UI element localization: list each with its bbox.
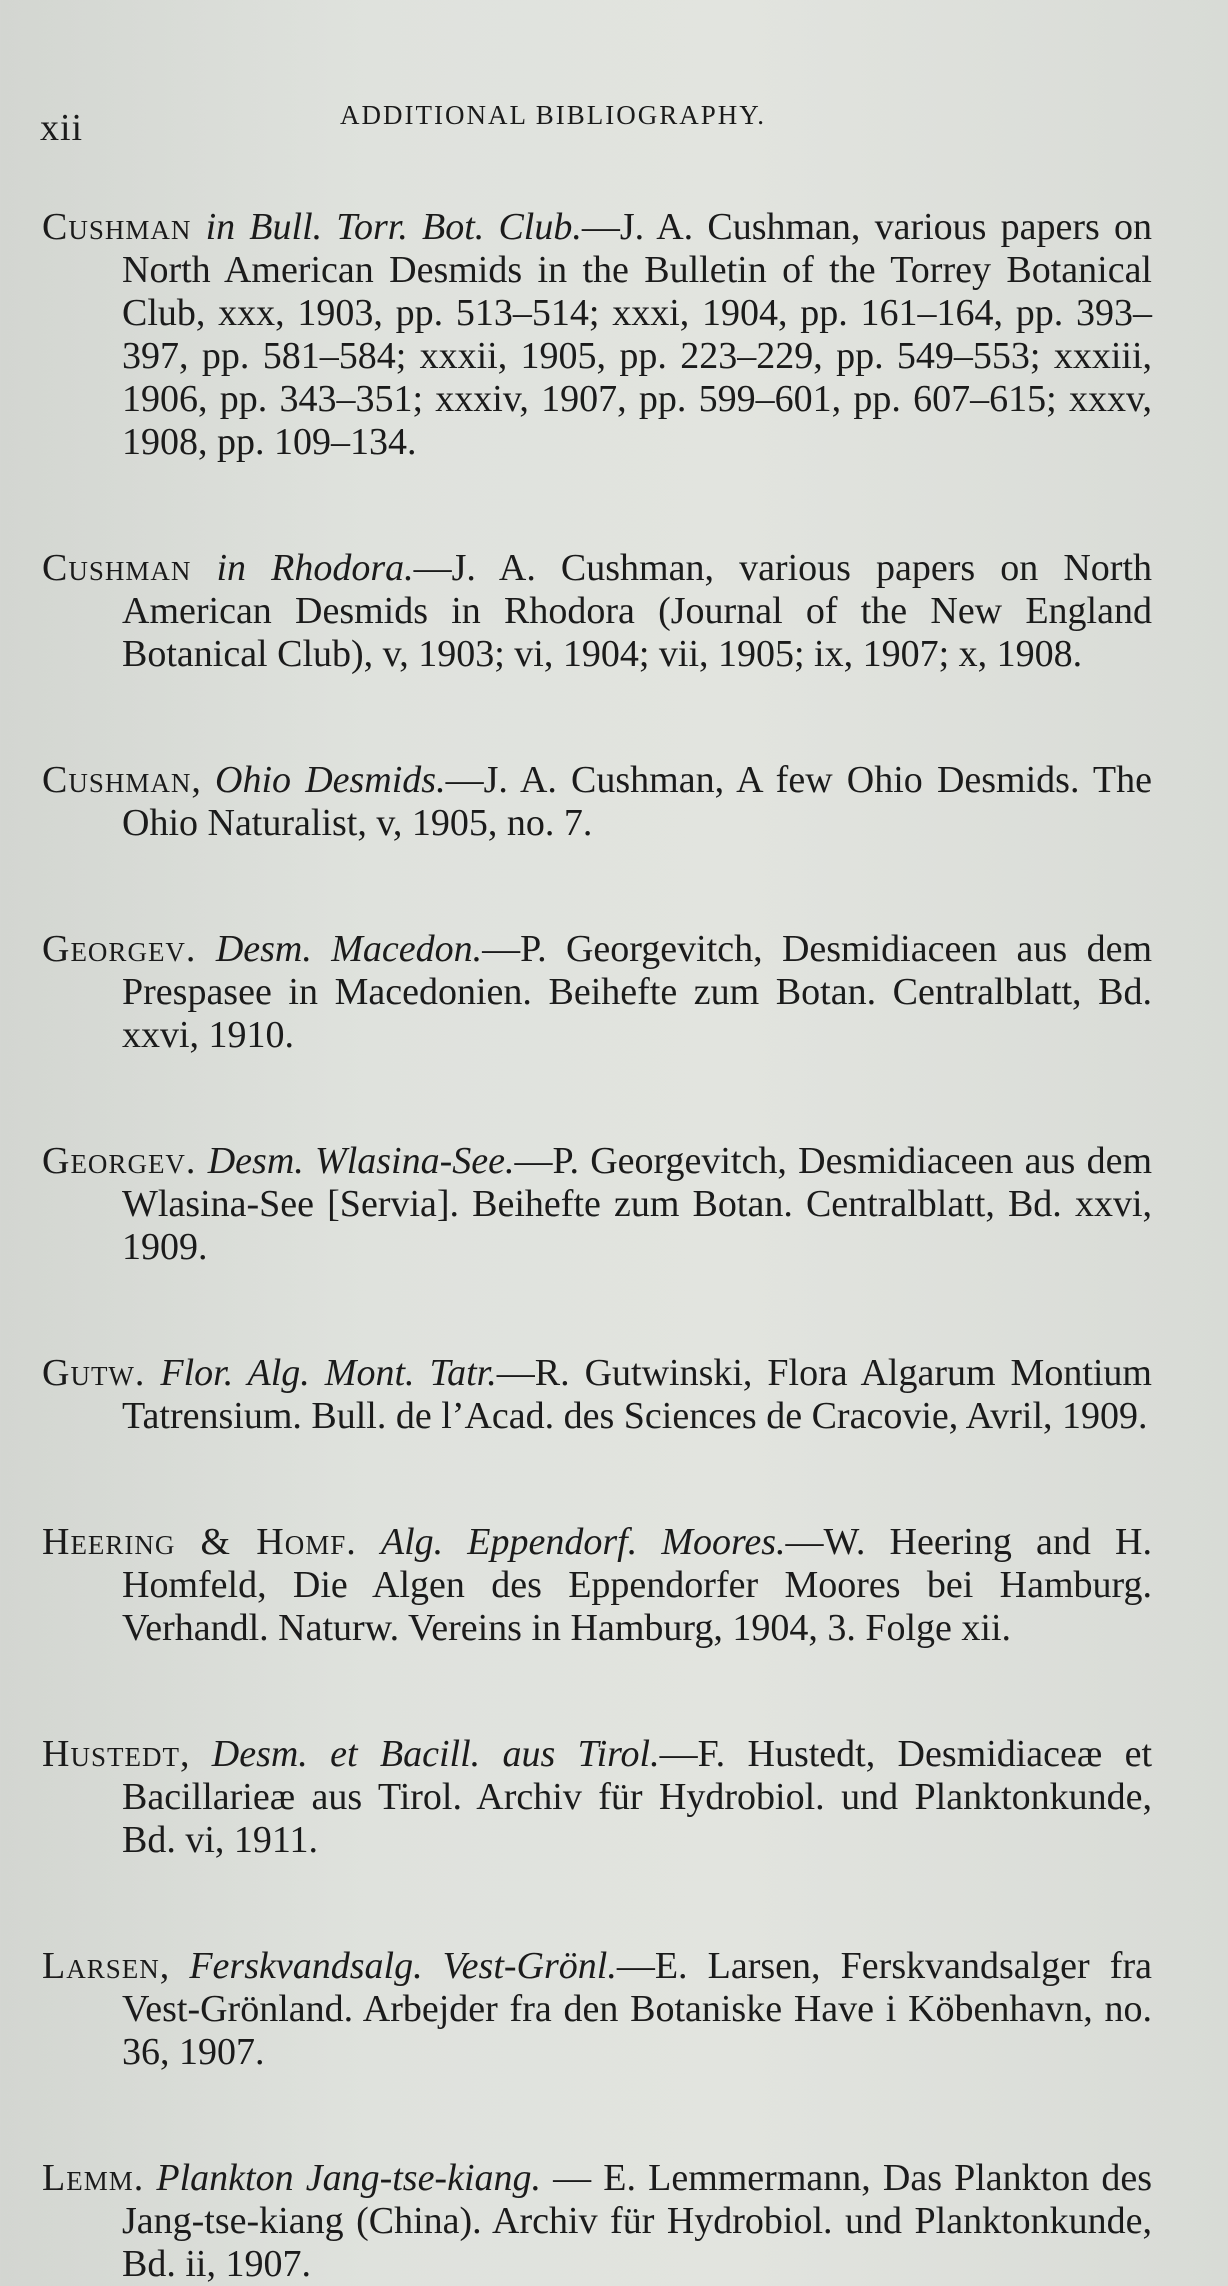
entry-author: Cushman — [42, 759, 192, 801]
bibliography-entry — [42, 2157, 1152, 2286]
entry-text: —E. Larsen, Ferskvandsalger fra Vest-Grönland. Arbejder fra den Botaniske Have i Köbenhavn, no. 36, 1907. — [122, 1945, 1152, 2073]
bibliography-entry — [42, 206, 1152, 464]
entry-author: Hustedt — [42, 1733, 180, 1775]
entry-author: Lemm. — [42, 2157, 145, 2199]
bibliography-entry — [42, 1140, 1152, 1269]
bibliography-entry — [42, 1521, 1152, 1650]
entry-abbreviation: Plankton Jang-tse-kiang. — [156, 2157, 542, 2199]
entry-abbreviation: Alg. Eppendorf. Moores. — [380, 1521, 786, 1563]
entry-author: Heering & Homf. — [42, 1521, 357, 1563]
entry-abbreviation: Flor. Alg. Mont. Tatr. — [160, 1352, 497, 1394]
entry-separator — [145, 1352, 160, 1394]
entry-author: Larsen — [42, 1945, 160, 1987]
entry-text: —F. Hustedt, Desmidiaceæ et Bacillarieæ aus Tirol. Archiv für Hydrobiol. und Planktonkunde, Bd. vi, 1911. — [122, 1733, 1152, 1861]
entry-author: Gutw. — [42, 1352, 146, 1394]
entry-text: —P. Georgevitch, Desmidiaceen aus dem Wlasina-See [Servia]. Beihefte zum Botan. Centralblatt, Bd. xxvi, 1909. — [122, 1140, 1153, 1268]
entry-text: —J. A. Cushman, A few Ohio Desmids. The Ohio Naturalist, v, 1905, no. 7. — [122, 759, 1153, 844]
entry-separator — [191, 206, 205, 248]
entry-abbreviation: Desm. et Bacill. aus Tirol. — [211, 1733, 660, 1775]
entry-abbreviation: Ohio Desmids. — [215, 759, 446, 801]
page-number: xii — [40, 107, 84, 149]
entry-text: —J. A. Cushman, various papers on North American Desmids in the Bulletin of the Torrey Botanical Club, xxx, 1903, pp. 513–514; xxxi, 1904, pp. 161–164, pp. 393–397, pp. 581–584; xxxii, 1905, pp. 223–229, pp. 549–553; xxxiii, 1906, pp. 343–351; xxxiv, 1907, pp. 599–601, pp. 607–615; xxxv, 1908, pp. 109–134. — [122, 206, 1152, 463]
entry-abbreviation: Desm. Macedon. — [215, 928, 483, 970]
bibliography-entry — [42, 1352, 1152, 1438]
entry-author: Cushman — [42, 547, 192, 589]
entry-text: —R. Gutwinski, Flora Algarum Montium Tatrensium. Bull. de l’Acad. des Sciences de Cracovie, Avril, 1909. — [122, 1352, 1152, 1437]
entry-author: Cushman — [42, 206, 192, 248]
entry-separator: , — [191, 759, 216, 801]
entry-separator — [196, 1140, 207, 1182]
entry-separator — [357, 1521, 381, 1563]
running-title: ADDITIONAL BIBLIOGRAPHY. — [340, 100, 766, 130]
entry-separator: , — [159, 1945, 190, 1987]
entry-text: —W. Heering and H. Homfeld, Die Algen des Eppendorfer Moores bei Hamburg. Verhandl. Naturw. Vereins in Hamburg, 1904, 3. Folge xii. — [122, 1521, 1152, 1649]
bibliography-entry — [42, 547, 1152, 676]
entry-text: —P. Georgevitch, Desmidiaceen aus dem Prespasee in Macedonien. Beihefte zum Botan. Centralblatt, Bd. xxvi, 1910. — [122, 928, 1153, 1056]
entry-author: Georgev. — [42, 928, 197, 970]
entry-abbreviation: Ferskvandsalg. Vest-Grönl. — [189, 1945, 617, 1987]
entry-separator — [144, 2157, 156, 2199]
bibliography-list — [42, 168, 1152, 2286]
entry-separator — [191, 547, 216, 589]
entry-separator: , — [179, 1733, 212, 1775]
entry-abbreviation: Desm. Wlasina-See. — [207, 1140, 515, 1182]
entry-text: —J. A. Cushman, various papers on North American Desmids in Rhodora (Journal of the New England Botanical Club), v, 1903; vi, 1904; vii, 1905; ix, 1907; x, 1908. — [122, 547, 1153, 675]
entry-separator — [196, 928, 215, 970]
entry-text: — E. Lemmermann, Das Plankton des Jang-tse-kiang (China). Archiv für Hydrobiol. und Planktonkunde, Bd. ii, 1907. — [122, 2157, 1153, 2285]
page-header — [40, 92, 1190, 152]
bibliography-entry — [42, 1945, 1152, 2074]
bibliography-entry — [42, 928, 1152, 1057]
entry-author: Georgev. — [42, 1140, 197, 1182]
bibliography-entry — [42, 759, 1152, 845]
bibliography-entry — [42, 1733, 1152, 1862]
entry-abbreviation: in Bull. Torr. Bot. Club. — [205, 206, 582, 248]
entry-abbreviation: in Rhodora. — [216, 547, 414, 589]
